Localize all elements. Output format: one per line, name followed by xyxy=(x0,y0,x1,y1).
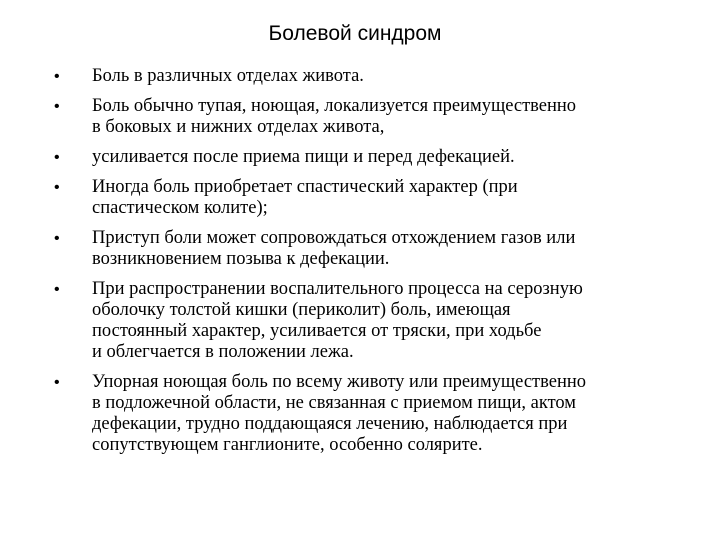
bullet-text-line: дефекации, трудно поддающаяся лечению, наблюдается при xyxy=(92,414,568,434)
bullet-item xyxy=(54,279,694,363)
bullet-dot-icon: • xyxy=(54,179,60,196)
bullet-list xyxy=(54,66,694,465)
bullet-dot-icon: • xyxy=(54,98,60,115)
bullet-text-line: сопутствующем ганглионите, особенно солярите. xyxy=(92,435,483,455)
bullet-text-line: Боль обычно тупая, ноющая, локализуется преимущественно xyxy=(92,96,577,116)
bullet-text-line: Упорная ноющая боль по всему животу или преимущественно xyxy=(92,372,587,392)
bullet-item xyxy=(54,66,694,87)
bullet-text-line: оболочку толстой кишки (периколит) боль, имеющая xyxy=(92,300,511,320)
bullet-text-line: Иногда боль приобретает спастический характер (при xyxy=(92,177,518,197)
bullet-text-line: в подложечной области, не связанная с приемом пищи, актом xyxy=(92,393,577,413)
bullet-text-line: возникновением позыва к дефекации. xyxy=(92,249,390,269)
bullet-dot-icon: • xyxy=(54,374,60,391)
bullet-text-line: При распространении воспалительного процесса на серозную xyxy=(92,279,583,299)
slide-title: Болевой синдром xyxy=(268,22,442,45)
bullet-item xyxy=(54,96,694,138)
bullet-item xyxy=(54,147,694,168)
bullet-text-line: усиливается после приема пищи и перед дефекацией. xyxy=(92,147,515,167)
bullet-dot-icon: • xyxy=(54,230,60,247)
bullet-text-line: спастическом колите); xyxy=(92,198,268,218)
bullet-item xyxy=(54,228,694,270)
bullet-text-line: Приступ боли может сопровождаться отхождением газов или xyxy=(92,228,576,248)
bullet-text-line: в боковых и нижних отделах живота, xyxy=(92,117,385,137)
bullet-dot-icon: • xyxy=(54,281,60,298)
bullet-item xyxy=(54,177,694,219)
bullet-text-line: Боль в различных отделах живота. xyxy=(92,66,364,86)
bullet-text-line: постоянный характер, усиливается от тряски, при ходьбе xyxy=(92,321,542,341)
bullet-dot-icon: • xyxy=(54,68,60,85)
bullet-text-line: и облегчается в положении лежа. xyxy=(92,342,354,362)
bullet-item xyxy=(54,372,694,456)
bullet-dot-icon: • xyxy=(54,149,60,166)
